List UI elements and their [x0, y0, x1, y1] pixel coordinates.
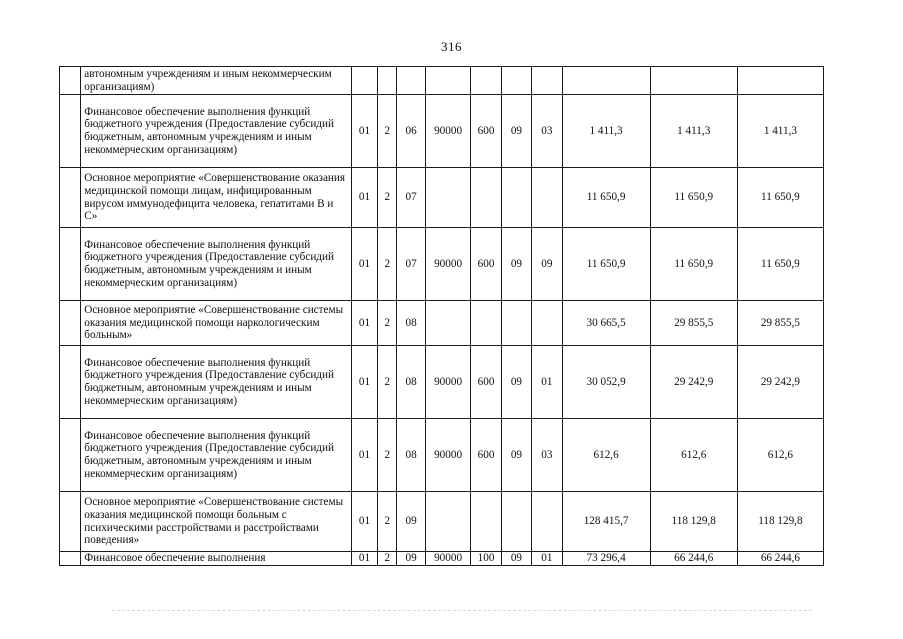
table-row [60, 168, 824, 228]
table-row [60, 67, 824, 95]
code-cell-c1: 01 [351, 168, 377, 228]
code-cell-c6: 09 [501, 95, 531, 168]
amount-cell-v2: 29 855,5 [650, 301, 737, 346]
code-cell-c6: 09 [501, 419, 531, 492]
code-cell-c1 [351, 67, 377, 95]
row-description: Основное мероприятие «Совершенствование оказания медицинской помощи лицам, инфицированным вирусом иммунодефицита человека, гепатитами В и С» [81, 168, 352, 228]
code-cell-c5 [471, 492, 501, 552]
row-description: Основное мероприятие «Совершенствование системы оказания медицинской помощи наркологическим больным» [81, 301, 352, 346]
code-cell-c3: 07 [397, 168, 425, 228]
row-index-cell [60, 552, 81, 566]
code-cell-c1: 01 [351, 346, 377, 419]
code-cell-c2: 2 [378, 492, 397, 552]
code-cell-c2: 2 [378, 301, 397, 346]
row-description: Финансовое обеспечение выполнения функций бюджетного учреждения (Предоставление субсидий бюджетным, автономным учреждениям и иным некоммерческим организациям) [81, 228, 352, 301]
amount-cell-v1: 73 296,4 [562, 552, 650, 566]
code-cell-c3: 08 [397, 419, 425, 492]
row-description: Финансовое обеспечение выполнения функций бюджетного учреждения (Предоставление субсидий бюджетным, автономным учреждениям и иным некоммерческим организациям) [81, 95, 352, 168]
code-cell-c3: 09 [397, 492, 425, 552]
code-cell-c5 [471, 67, 501, 95]
amount-cell-v3: 1 411,3 [737, 95, 823, 168]
code-cell-c3: 06 [397, 95, 425, 168]
code-cell-c2: 2 [378, 228, 397, 301]
row-index-cell [60, 67, 81, 95]
amount-cell-v2: 1 411,3 [650, 95, 737, 168]
code-cell-c5: 600 [471, 228, 501, 301]
code-cell-c6 [501, 301, 531, 346]
amount-cell-v1 [562, 67, 650, 95]
code-cell-c5 [471, 168, 501, 228]
amount-cell-v2: 118 129,8 [650, 492, 737, 552]
code-cell-c7 [532, 301, 562, 346]
code-cell-c7: 01 [532, 346, 562, 419]
amount-cell-v2 [650, 67, 737, 95]
row-description: Финансовое обеспечение выполнения функций бюджетного учреждения (Предоставление субсидий бюджетным, автономным учреждениям и иным некоммерческим организациям) [81, 346, 352, 419]
code-cell-c6: 09 [501, 346, 531, 419]
table-row [60, 95, 824, 168]
code-cell-c6 [501, 67, 531, 95]
table-row [60, 492, 824, 552]
table-row [60, 228, 824, 301]
code-cell-c6: 09 [501, 552, 531, 566]
code-cell-c5: 600 [471, 419, 501, 492]
code-cell-c7 [532, 67, 562, 95]
row-index-cell [60, 419, 81, 492]
code-cell-c2: 2 [378, 168, 397, 228]
amount-cell-v1: 612,6 [562, 419, 650, 492]
code-cell-c4: 90000 [425, 346, 471, 419]
amount-cell-v2: 612,6 [650, 419, 737, 492]
amount-cell-v1: 30 052,9 [562, 346, 650, 419]
amount-cell-v2: 11 650,9 [650, 228, 737, 301]
code-cell-c4: 90000 [425, 228, 471, 301]
code-cell-c6 [501, 492, 531, 552]
code-cell-c4 [425, 168, 471, 228]
code-cell-c1: 01 [351, 492, 377, 552]
amount-cell-v3: 612,6 [737, 419, 823, 492]
scan-artifact-line [112, 610, 812, 611]
code-cell-c2: 2 [378, 346, 397, 419]
code-cell-c4: 90000 [425, 419, 471, 492]
budget-table [59, 66, 824, 566]
table-row [60, 346, 824, 419]
code-cell-c4 [425, 67, 471, 95]
code-cell-c3 [397, 67, 425, 95]
code-cell-c4: 90000 [425, 95, 471, 168]
code-cell-c7: 03 [532, 419, 562, 492]
amount-cell-v1: 128 415,7 [562, 492, 650, 552]
amount-cell-v3 [737, 67, 823, 95]
table-row [60, 301, 824, 346]
row-description: Финансовое обеспечение выполнения [81, 552, 352, 566]
code-cell-c5: 600 [471, 346, 501, 419]
code-cell-c7: 03 [532, 95, 562, 168]
amount-cell-v3: 11 650,9 [737, 228, 823, 301]
code-cell-c3: 08 [397, 301, 425, 346]
amount-cell-v3: 118 129,8 [737, 492, 823, 552]
amount-cell-v3: 66 244,6 [737, 552, 823, 566]
code-cell-c3: 07 [397, 228, 425, 301]
table-body [60, 67, 824, 566]
row-index-cell [60, 492, 81, 552]
amount-cell-v3: 11 650,9 [737, 168, 823, 228]
row-index-cell [60, 301, 81, 346]
row-description: автономным учреждениям и иным некоммерческим организациям) [81, 67, 352, 95]
code-cell-c5: 100 [471, 552, 501, 566]
amount-cell-v2: 66 244,6 [650, 552, 737, 566]
code-cell-c1: 01 [351, 419, 377, 492]
amount-cell-v2: 29 242,9 [650, 346, 737, 419]
code-cell-c4 [425, 492, 471, 552]
page-number: 316 [441, 39, 462, 54]
code-cell-c3: 08 [397, 346, 425, 419]
row-index-cell [60, 346, 81, 419]
table-row [60, 419, 824, 492]
code-cell-c3: 09 [397, 552, 425, 566]
code-cell-c2: 2 [378, 95, 397, 168]
code-cell-c6: 09 [501, 228, 531, 301]
code-cell-c7 [532, 168, 562, 228]
row-index-cell [60, 228, 81, 301]
code-cell-c2 [378, 67, 397, 95]
code-cell-c4: 90000 [425, 552, 471, 566]
amount-cell-v1: 30 665,5 [562, 301, 650, 346]
code-cell-c1: 01 [351, 95, 377, 168]
row-index-cell [60, 95, 81, 168]
table-row [60, 552, 824, 566]
code-cell-c7: 09 [532, 228, 562, 301]
code-cell-c6 [501, 168, 531, 228]
amount-cell-v3: 29 855,5 [737, 301, 823, 346]
code-cell-c1: 01 [351, 301, 377, 346]
code-cell-c7 [532, 492, 562, 552]
amount-cell-v1: 11 650,9 [562, 228, 650, 301]
code-cell-c1: 01 [351, 228, 377, 301]
code-cell-c5 [471, 301, 501, 346]
code-cell-c2: 2 [378, 552, 397, 566]
code-cell-c1: 01 [351, 552, 377, 566]
code-cell-c4 [425, 301, 471, 346]
code-cell-c2: 2 [378, 419, 397, 492]
row-description: Финансовое обеспечение выполнения функций бюджетного учреждения (Предоставление субсидий бюджетным, автономным учреждениям и иным некоммерческим организациям) [81, 419, 352, 492]
amount-cell-v1: 11 650,9 [562, 168, 650, 228]
amount-cell-v2: 11 650,9 [650, 168, 737, 228]
amount-cell-v1: 1 411,3 [562, 95, 650, 168]
amount-cell-v3: 29 242,9 [737, 346, 823, 419]
code-cell-c5: 600 [471, 95, 501, 168]
row-description: Основное мероприятие «Совершенствование системы оказания медицинской помощи больным с психическими расстройствами и расстройствами поведения» [81, 492, 352, 552]
row-index-cell [60, 168, 81, 228]
code-cell-c7: 01 [532, 552, 562, 566]
